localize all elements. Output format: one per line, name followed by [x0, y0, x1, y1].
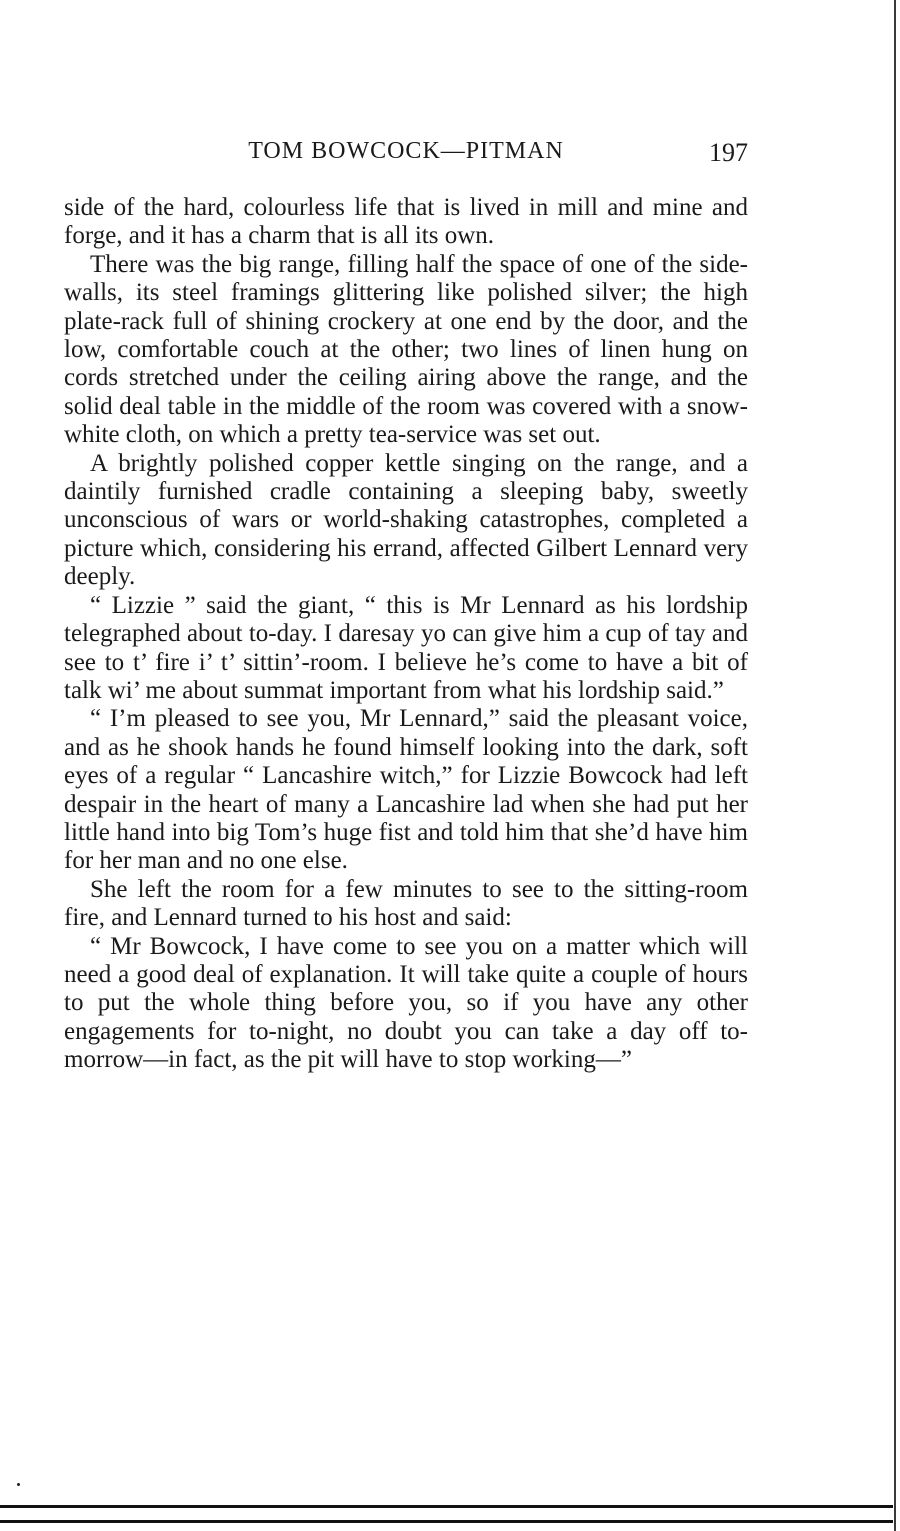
paragraph-5: “ I’m pleased to see you, Mr Lennard,” said the pleasant voice, and as he shook hands he found himself looking into the dark, soft eyes of a regular “ Lancashire witch,” for Lizzie Bowcock had left despair in the heart of many a Lancashire lad when she had put her little hand into big Tom’s huge fist and told him that she’d have him for her man and no one else. [64, 705, 748, 875]
bottom-border-rule [0, 1505, 893, 1523]
page-header [64, 138, 748, 172]
paragraph-7: “ Mr Bowcock, I have come to see you on a matter which will need a good deal of explanation. It will take quite a couple of hours to put the whole thing before you, so if you have any other engagements for to-night, no doubt you can take a day off to-morrow—in fact, as the pit will have to stop working—” [64, 932, 748, 1074]
paragraph-6: She left the room for a few minutes to see to the sitting-room fire, and Lennard turned to his host and said: [64, 875, 748, 932]
scan-speck [17, 1483, 20, 1486]
page-number: 197 [709, 138, 748, 167]
running-title: TOM BOWCOCK—PITMAN [248, 138, 564, 164]
paragraph-2: There was the big range, filling half the space of one of the side-walls, its steel framings glittering like polished silver; the high plate-rack full of shining crockery at one end by the door, and the low, comfortable couch at the other; two lines of linen hung on cords stretched under the ceiling airing above the range, and the solid deal table in the middle of the room was covered with a snow-white cloth, on which a pretty tea-service was set out. [64, 250, 748, 449]
page-edge-line [894, 0, 896, 1531]
paragraph-1: side of the hard, colourless life that is lived in mill and mine and forge, and it has a charm that is all its own. [64, 194, 748, 250]
body-text [64, 194, 748, 1075]
paragraph-3: A brightly polished copper kettle singing on the range, and a daintily furnished cradle containing a sleeping baby, sweetly unconscious of wars or world-shaking catastrophes, completed a picture which, considering his errand, affected Gilbert Lennard very deeply. [64, 449, 748, 591]
paragraph-4: “ Lizzie ” said the giant, “ this is Mr Lennard as his lordship telegraphed about to-day. I daresay yo can give him a cup of tay and see to t’ fire i’ t’ sittin’-room. I believe he’s come to have a bit of talk wi’ me about summat important from what his lordship said.” [64, 591, 748, 704]
